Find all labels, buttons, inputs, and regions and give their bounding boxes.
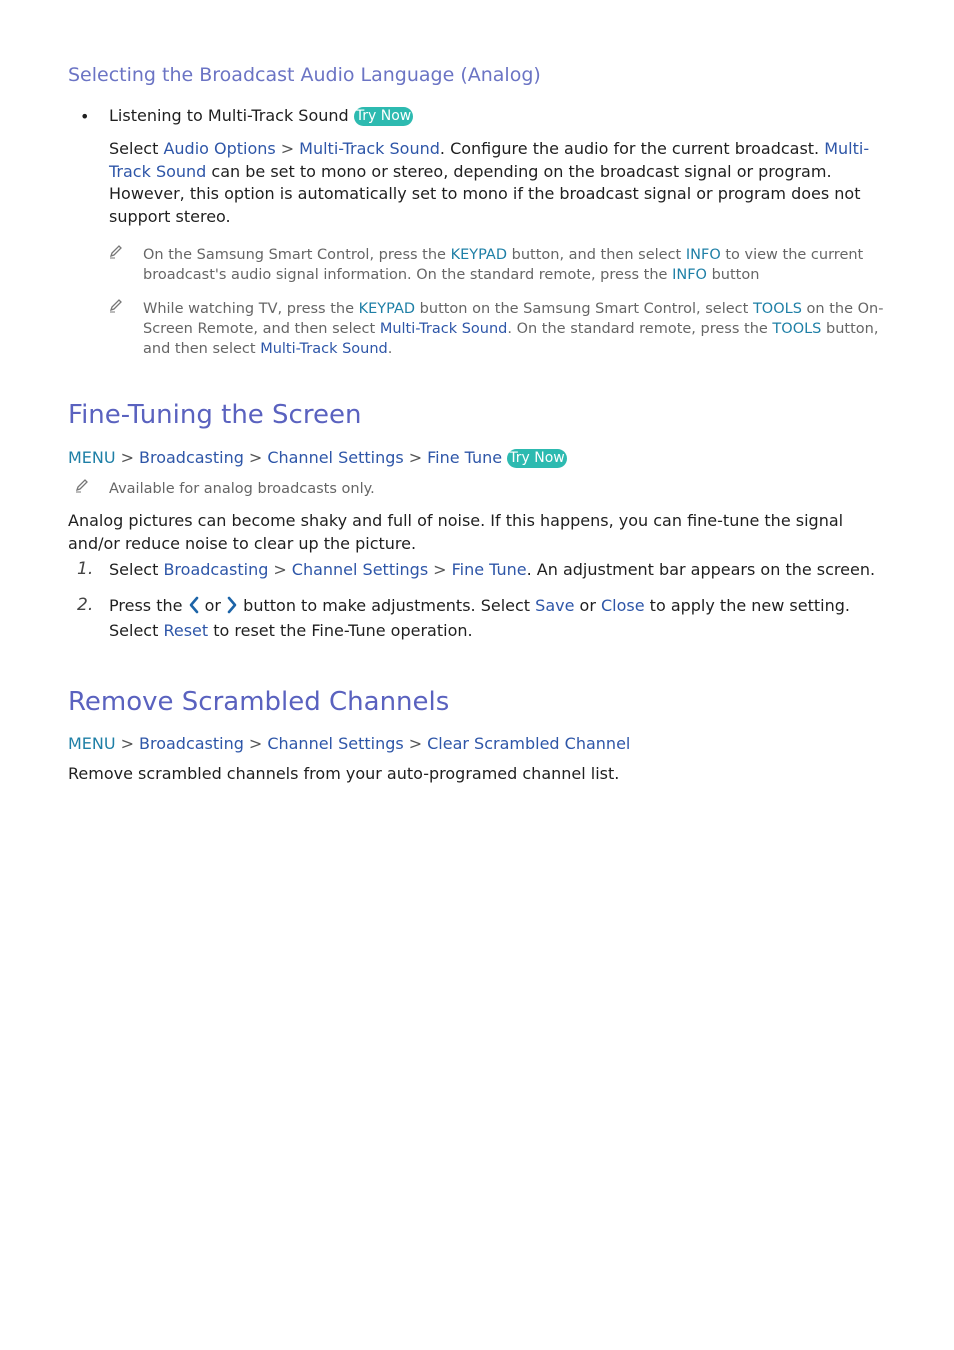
text: and then select — [143, 341, 261, 357]
keyword-tools: TOOLS — [752, 301, 802, 317]
breadcrumb-broadcasting[interactable]: Broadcasting — [139, 448, 244, 467]
link-fine-tune[interactable]: Fine Tune — [451, 560, 527, 579]
breadcrumb — [68, 733, 630, 756]
text: Select — [109, 621, 164, 640]
text: or — [199, 596, 227, 615]
text: button to make adjustments. Select — [238, 596, 536, 615]
paragraph-line: support stereo. — [109, 207, 231, 226]
section-title-audio-language: Selecting the Broadcast Audio Language (Analog) — [68, 64, 541, 86]
breadcrumb-menu[interactable]: MENU — [68, 448, 116, 467]
breadcrumb-channel-settings[interactable]: Channel Settings — [267, 734, 404, 753]
section-title-remove-scrambled: Remove Scrambled Channels — [68, 687, 450, 717]
paragraph-line: Analog pictures can become shaky and full of noise. If this happens, you can fine-tune the signal — [68, 511, 844, 530]
bullet-dot: • — [80, 107, 90, 126]
chevron-right-icon: > — [120, 734, 134, 753]
text: can be set to mono or stereo, depending on the broadcast signal or program. — [206, 162, 832, 181]
text: . Configure the audio for the current broadcast. — [439, 139, 825, 158]
keyword-keypad: KEYPAD — [358, 301, 416, 317]
text: button, — [821, 321, 879, 337]
keyword-tools: TOOLS — [772, 321, 822, 337]
step-2-line2 — [109, 620, 473, 643]
note-line — [143, 299, 883, 319]
chevron-right-icon: > — [408, 448, 423, 467]
link-reset[interactable]: Reset — [163, 621, 209, 640]
link-audio-options[interactable]: Audio Options — [163, 139, 276, 158]
text: to view the current — [720, 247, 864, 263]
chevron-right-icon: > — [408, 734, 423, 753]
text: . On the standard remote, press the — [507, 321, 773, 337]
pencil-icon — [108, 297, 124, 313]
note-line — [143, 339, 392, 359]
text: Select — [109, 560, 164, 579]
note-analog-only: Available for analog broadcasts only. — [109, 481, 375, 497]
link-multi-track-sound[interactable]: Multi-Track Sound — [299, 139, 440, 158]
paragraph-line: Remove scrambled channels from your auto-programed channel list. — [68, 764, 620, 783]
text: While watching TV, press the — [143, 301, 359, 317]
section-title-fine-tuning: Fine-Tuning the Screen — [68, 400, 362, 430]
text: broadcast's audio signal information. On the standard remote, press the — [143, 267, 673, 283]
text: . — [387, 341, 393, 357]
breadcrumb-clear-scrambled[interactable]: Clear Scrambled Channel — [427, 734, 631, 753]
pencil-icon — [108, 243, 124, 259]
link-multi-track-sound[interactable]: Multi-Track Sound — [379, 321, 508, 337]
text: On the Samsung Smart Control, press the — [143, 247, 451, 263]
chevron-right-icon — [226, 596, 238, 614]
text: on the On- — [801, 301, 884, 317]
paragraph-line — [109, 161, 832, 184]
note-line — [143, 265, 759, 285]
step-number: 2. — [77, 595, 94, 615]
pencil-icon — [74, 477, 90, 493]
link-track-sound[interactable]: Track Sound — [109, 162, 207, 181]
breadcrumb-fine-tune[interactable]: Fine Tune — [427, 448, 503, 467]
text: button, and then select — [507, 247, 686, 263]
step-2 — [109, 595, 850, 618]
chevron-right-icon: > — [280, 139, 295, 158]
text: to reset the Fine-Tune operation. — [208, 621, 473, 640]
note-line — [143, 245, 863, 265]
step-number: 1. — [77, 559, 94, 579]
keyword-info: INFO — [672, 267, 707, 283]
link-multi-track-sound-2[interactable]: Multi- — [824, 139, 870, 158]
paragraph-line: and/or reduce noise to clear up the picture. — [68, 534, 417, 553]
paragraph-line — [109, 138, 869, 161]
link-close[interactable]: Close — [600, 596, 645, 615]
keyword-keypad: KEYPAD — [450, 247, 508, 263]
chevron-left-icon — [188, 596, 200, 614]
chevron-right-icon: > — [248, 734, 263, 753]
text: Select — [109, 139, 164, 158]
bullet-item-multitrack — [109, 105, 413, 128]
text: or — [574, 596, 601, 615]
link-multi-track-sound[interactable]: Multi-Track Sound — [260, 341, 388, 357]
breadcrumb-channel-settings[interactable]: Channel Settings — [267, 448, 404, 467]
text: Press the — [109, 596, 188, 615]
chevron-right-icon: > — [273, 560, 287, 579]
step-1 — [109, 559, 875, 582]
link-channel-settings[interactable]: Channel Settings — [291, 560, 429, 579]
text: . An adjustment bar appears on the screen. — [526, 560, 876, 579]
try-now-button[interactable]: Try Now — [509, 450, 565, 466]
try-now-button[interactable]: Try Now — [355, 108, 412, 124]
breadcrumb-broadcasting[interactable]: Broadcasting — [139, 734, 244, 753]
breadcrumb — [68, 447, 567, 470]
link-save[interactable]: Save — [535, 596, 575, 615]
keyword-info: INFO — [685, 247, 721, 263]
text: button — [706, 267, 760, 283]
note-line — [143, 319, 878, 339]
text: to apply the new setting. — [644, 596, 850, 615]
chevron-right-icon: > — [248, 448, 263, 467]
chevron-right-icon: > — [120, 448, 134, 467]
text: button on the Samsung Smart Control, select — [415, 301, 753, 317]
breadcrumb-menu[interactable]: MENU — [68, 734, 116, 753]
chevron-right-icon: > — [433, 560, 447, 579]
bullet-label: Listening to Multi-Track Sound — [109, 106, 349, 125]
paragraph-line: However, this option is automatically set to mono if the broadcast signal or program does not — [109, 184, 861, 203]
link-broadcasting[interactable]: Broadcasting — [163, 560, 269, 579]
text: Screen Remote, and then select — [143, 321, 380, 337]
